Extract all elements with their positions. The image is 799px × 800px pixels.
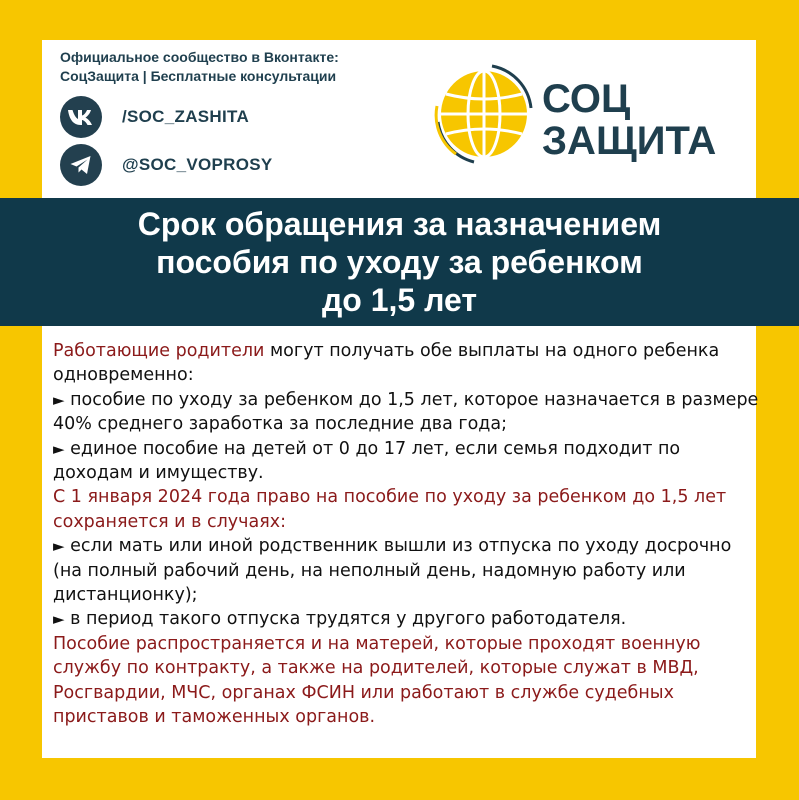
list-item-text: в период такого отпуска трудятся у другого работодателя.	[64, 609, 627, 630]
telegram-link[interactable]	[60, 144, 273, 186]
vk-icon	[60, 96, 102, 138]
telegram-handle: @SOC_VOPROSY	[122, 155, 273, 174]
community-line-1: Официальное сообщество в Вконтакте:	[60, 49, 339, 65]
list-item	[53, 534, 765, 607]
list-item-text: пособие по уходу за ребенком до 1,5 лет, которое назначается в размере 40% среднего заработка за последние два года;	[53, 389, 759, 435]
list-item-text: единое пособие на детей от 0 до 17 лет, если семья подходит по доходам и имуществу.	[53, 438, 681, 484]
paragraph-text: могут получать обе выплаты на одного ребенка одновременно:	[53, 341, 720, 386]
highlight-working-parents: Работающие родители	[53, 341, 265, 361]
list-item	[53, 437, 765, 486]
paragraph-coverage: Пособие распространяется и на матерей, которые проходят военную службу по контракту, а также на родителей, которые служат в МВД, Росгвардии, МЧС, органах ФСИН или работают в службе судебных приставов и таможенных органов.	[53, 633, 701, 728]
bullet-icon: ►	[53, 610, 65, 629]
telegram-icon	[60, 144, 102, 186]
community-info	[60, 48, 339, 86]
list-item-text: если мать или иной родственник вышли из отпуска по уходу досрочно (на полный рабочий день, на неполный день, надомную работу или дистанционку);	[53, 536, 732, 606]
bullet-icon: ►	[53, 439, 65, 458]
header	[42, 40, 756, 198]
brand-line-2: ЗАЩИТА	[542, 119, 717, 163]
list-item	[53, 607, 765, 631]
title-line-2: пособия по уходу за ребенком	[156, 244, 643, 280]
vk-handle: /SOC_ZASHITA	[122, 107, 250, 126]
brand-name	[542, 78, 716, 162]
title-band	[0, 198, 799, 326]
title-line-3: до 1,5 лет	[321, 282, 478, 318]
title-line-1: Срок обращения за назначением	[137, 206, 662, 242]
globe-logo-icon	[434, 62, 534, 170]
article-body	[53, 339, 765, 730]
paragraph-from-2024: С 1 января 2024 года право на пособие по уходу за ребенком до 1,5 лет сохраняется и в случаях:	[53, 487, 727, 532]
community-line-2: СоцЗащита | Бесплатные консультации	[60, 68, 337, 84]
vk-link[interactable]	[60, 96, 249, 138]
list-item	[53, 388, 765, 437]
bullet-icon: ►	[53, 537, 65, 556]
brand-line-1: СОЦ	[542, 77, 631, 121]
bullet-icon: ►	[53, 390, 65, 409]
paragraph-working-parents	[53, 339, 765, 388]
